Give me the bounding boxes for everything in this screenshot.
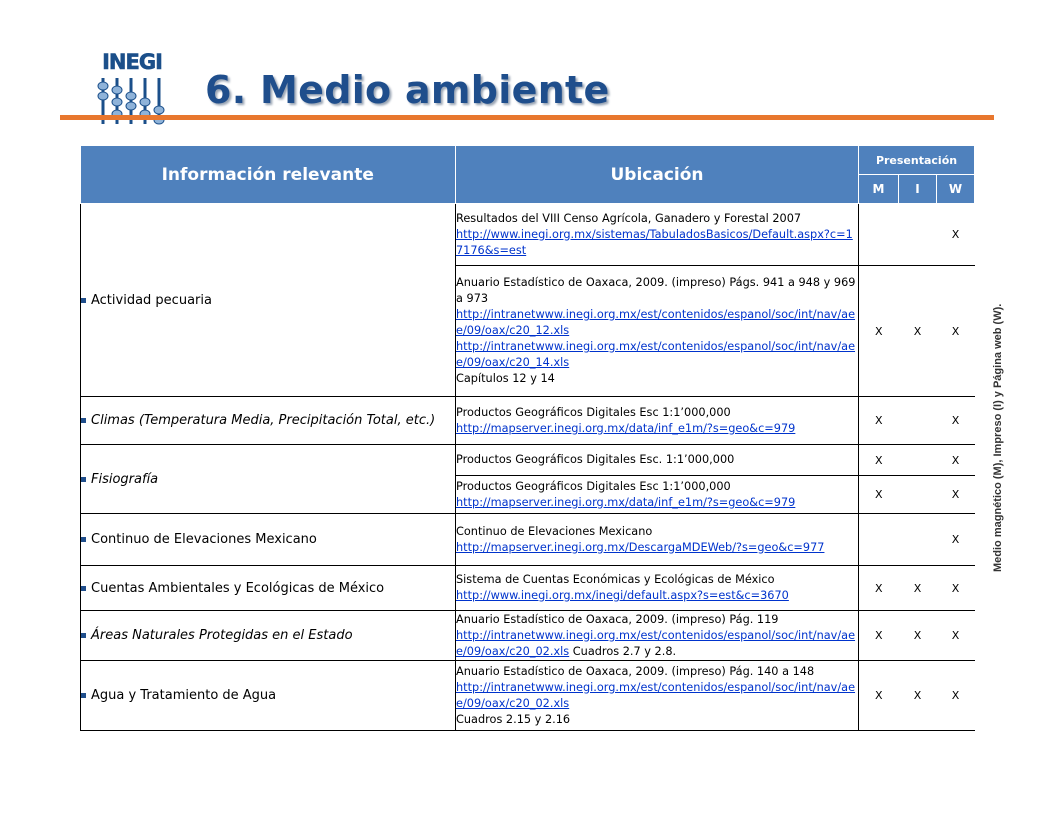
ubicacion-cell <box>456 397 859 445</box>
source-note: Capítulos 12 y 14 <box>456 372 555 385</box>
source-text: Sistema de Cuentas Económicas y Ecológicas de México <box>456 573 775 586</box>
bullet-icon <box>81 298 86 303</box>
bullet-icon <box>81 537 86 542</box>
source-link[interactable]: http://intranetwww.inegi.org.mx/est/contenidos/espanol/soc/int/nav/aee/09/oax/c20_14.xls <box>456 340 856 369</box>
info-label: Continuo de Elevaciones Mexicano <box>91 532 317 547</box>
presentacion-w-mark: X <box>937 611 975 661</box>
info-cell <box>81 397 456 445</box>
source-note: Cuadros 2.15 y 2.16 <box>456 712 571 726</box>
presentacion-w-mark: X <box>937 514 975 566</box>
info-cell <box>81 611 456 661</box>
source-text: Anuario Estadístico de Oaxaca, 2009. (impreso) Pág. 140 a 148 <box>456 664 815 678</box>
bullet-icon <box>81 477 86 482</box>
presentacion-w-mark: X <box>937 476 975 514</box>
side-note: Medio magnético (M), Impreso (I) y Página web (W). <box>992 303 1004 572</box>
source-link[interactable]: http://www.inegi.org.mx/inegi/default.aspx?s=est&c=3670 <box>456 589 789 602</box>
info-label: Agua y Tratamiento de Agua <box>91 688 277 703</box>
presentacion-i-mark <box>899 476 937 514</box>
source-link[interactable]: http://intranetwww.inegi.org.mx/est/contenidos/espanol/soc/int/nav/aee/09/oax/c20_02.xls <box>456 680 856 710</box>
source-link[interactable]: http://mapserver.inegi.org.mx/data/inf_e1m/?s=geo&c=979 <box>456 421 796 435</box>
info-label: Fisiografía <box>91 471 159 487</box>
bullet-icon <box>81 633 86 638</box>
presentacion-w-mark: X <box>937 397 975 445</box>
source-link[interactable]: http://mapserver.inegi.org.mx/DescargaMDEWeb/?s=geo&c=977 <box>456 540 825 554</box>
ubicacion-cell <box>456 661 859 731</box>
presentacion-w-mark: X <box>937 204 975 266</box>
ubicacion-cell <box>456 566 859 611</box>
header-i: I <box>899 175 937 204</box>
bullet-icon <box>81 586 86 591</box>
info-label: Cuentas Ambientales y Ecológicas de México <box>91 580 385 596</box>
presentacion-m-mark: X <box>859 611 899 661</box>
presentacion-w-mark: X <box>937 445 975 476</box>
source-link[interactable]: http://mapserver.inegi.org.mx/data/inf_e1m/?s=geo&c=979 <box>456 495 796 509</box>
header-presentacion: Presentación <box>859 146 975 175</box>
presentacion-i-mark: X <box>899 566 937 611</box>
ubicacion-cell <box>456 611 859 661</box>
presentacion-m-mark: X <box>859 476 899 514</box>
presentacion-m-mark: X <box>859 445 899 476</box>
source-link[interactable]: http://intranetwww.inegi.org.mx/est/contenidos/espanol/soc/int/nav/aee/09/oax/c20_12.xls <box>456 308 856 337</box>
table-row <box>81 514 975 566</box>
presentacion-m-mark <box>859 204 899 266</box>
ubicacion-cell <box>456 476 859 514</box>
presentacion-i-mark: X <box>899 611 937 661</box>
presentacion-i-mark <box>899 204 937 266</box>
source-note: Cuadros 2.7 y 2.8. <box>569 644 677 658</box>
table-row <box>81 611 975 661</box>
presentacion-m-mark: X <box>859 266 899 397</box>
source-text: Continuo de Elevaciones Mexicano <box>456 524 653 538</box>
ubicacion-cell <box>456 445 859 476</box>
source-text: Productos Geográficos Digitales Esc 1:1’000,000 <box>456 479 731 493</box>
presentacion-m-mark: X <box>859 566 899 611</box>
info-cell <box>81 566 456 611</box>
presentacion-i-mark: X <box>899 266 937 397</box>
bullet-icon <box>81 418 86 423</box>
ubicacion-cell <box>456 266 859 397</box>
info-cell <box>81 445 456 514</box>
source-link[interactable]: http://www.inegi.org.mx/sistemas/TabuladosBasicos/Default.aspx?c=17176&s=est <box>456 227 853 257</box>
info-label: Áreas Naturales Protegidas en el Estado <box>91 628 353 643</box>
source-text: Productos Geográficos Digitales Esc. 1:1’000,000 <box>456 453 735 466</box>
info-cell <box>81 514 456 566</box>
source-text: Resultados del VIII Censo Agrícola, Ganadero y Forestal 2007 <box>456 211 802 225</box>
table-row <box>81 204 975 266</box>
info-label: Actividad pecuaria <box>91 292 212 308</box>
logo-text: INEGI <box>102 50 162 74</box>
info-label: Climas (Temperatura Media, Precipitación Total, etc.) <box>91 413 436 428</box>
presentacion-i-mark <box>899 445 937 476</box>
presentacion-i-mark: X <box>899 661 937 731</box>
table-row <box>81 397 975 445</box>
info-cell <box>81 204 456 397</box>
presentacion-m-mark <box>859 514 899 566</box>
header-info: Información relevante <box>81 146 456 204</box>
presentacion-w-mark: X <box>937 661 975 731</box>
ubicacion-cell <box>456 204 859 266</box>
ubicacion-cell <box>456 514 859 566</box>
info-table <box>80 146 975 731</box>
presentacion-m-mark: X <box>859 397 899 445</box>
presentacion-i-mark <box>899 397 937 445</box>
header-ubicacion: Ubicación <box>456 146 859 204</box>
source-link[interactable]: http://intranetwww.inegi.org.mx/est/contenidos/espanol/soc/int/nav/aee/09/oax/c20_02.xls <box>456 628 856 658</box>
header-w: W <box>937 175 975 204</box>
source-text: Productos Geográficos Digitales Esc 1:1’000,000 <box>456 405 731 419</box>
title-underline <box>60 115 994 120</box>
presentacion-w-mark: X <box>937 566 975 611</box>
source-text: Anuario Estadístico de Oaxaca, 2009. (impreso) Pág. 119 <box>456 612 779 626</box>
header-m: M <box>859 175 899 204</box>
info-cell <box>81 661 456 731</box>
table-row <box>81 445 975 476</box>
table-row <box>81 566 975 611</box>
source-text: Anuario Estadístico de Oaxaca, 2009. (impreso) Págs. 941 a 948 y 969 a 973 <box>456 276 856 305</box>
page-title: 6. Medio ambiente <box>205 68 610 112</box>
presentacion-i-mark <box>899 514 937 566</box>
table-row <box>81 661 975 731</box>
presentacion-w-mark: X <box>937 266 975 397</box>
bullet-icon <box>81 693 86 698</box>
presentacion-m-mark: X <box>859 661 899 731</box>
